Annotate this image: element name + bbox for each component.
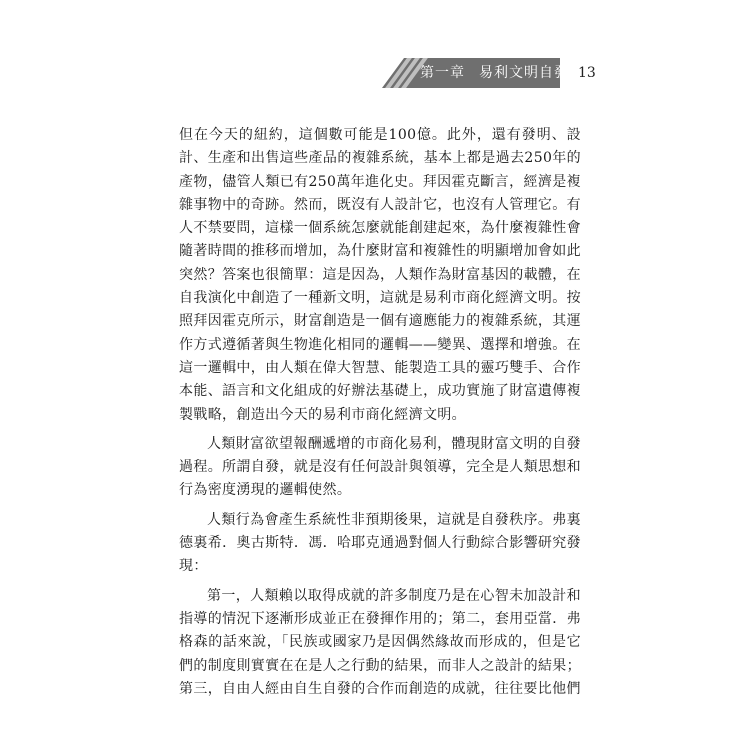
paragraph: 第一，人類賴以取得成就的許多制度乃是在心智未加設計和指導的情況下逐漸形成並正在發揮作用的；第二，套用亞當．弗格森的話來說，「民族或國家乃是因偶然緣故而形成的，但是它們的制度則實實在在是人之行動的結果，而非人之設計的結果；第三，自由人經由自生自發的合作而創造的成就，往往要比他們 — [179, 587, 581, 697]
paragraph: 人類行為會產生系統性非預期後果，這就是自發秩序。弗裏德裏希．奧古斯特．馮．哈耶克通過對個人行動綜合影響研究發現： — [179, 511, 581, 575]
chapter-label: 第一章 — [420, 65, 465, 81]
paragraph: 但在今天的紐約，這個數可能是100億。此外，還有發明、設計、生產和出售這些產品的複雜系統，基本上都是過去250年的產物，儘管人類已有250萬年進化史。拜因霍克斷言，經濟是複雜事物中的奇跡。然而，既沒有人設計它，也沒有人管理它。有人不禁要問，這樣一個系統怎麼就能創建起來，為什麼複雜性會隨著時間的推移而增加，為什麼財富和複雜性的明顯增加會如此突然？答案也很簡單：這是因為，人類作為財富基因的載體，在自我演化中創造了一種新文明，這就是易利市商化經濟文明。按照拜因霍克所示，財富創造是一個有適應能力的複雜系統，其運作方式遵循著與生物進化相同的邏輯——變異、選擇和增強。在這一邏輯中，由人類在偉大智慧、能製造工具的靈巧雙手、合作本能、語言和文化組成的好辦法基礎上，成功實施了財富遺傳複製戰略，創造出今天的易利市商化經濟文明。 — [179, 127, 581, 423]
chapter-title — [420, 58, 569, 88]
page-body — [179, 124, 581, 707]
paragraph: 人類財富欲望報酬遞增的市商化易利，體現財富文明的自發過程。所謂自發，就是沒有任何設計與領導，完全是人類思想和行為密度湧現的邏輯使然。 — [179, 435, 581, 499]
page-number: 13 — [578, 65, 596, 81]
chapter-name: 易利文明自發 — [479, 65, 569, 81]
